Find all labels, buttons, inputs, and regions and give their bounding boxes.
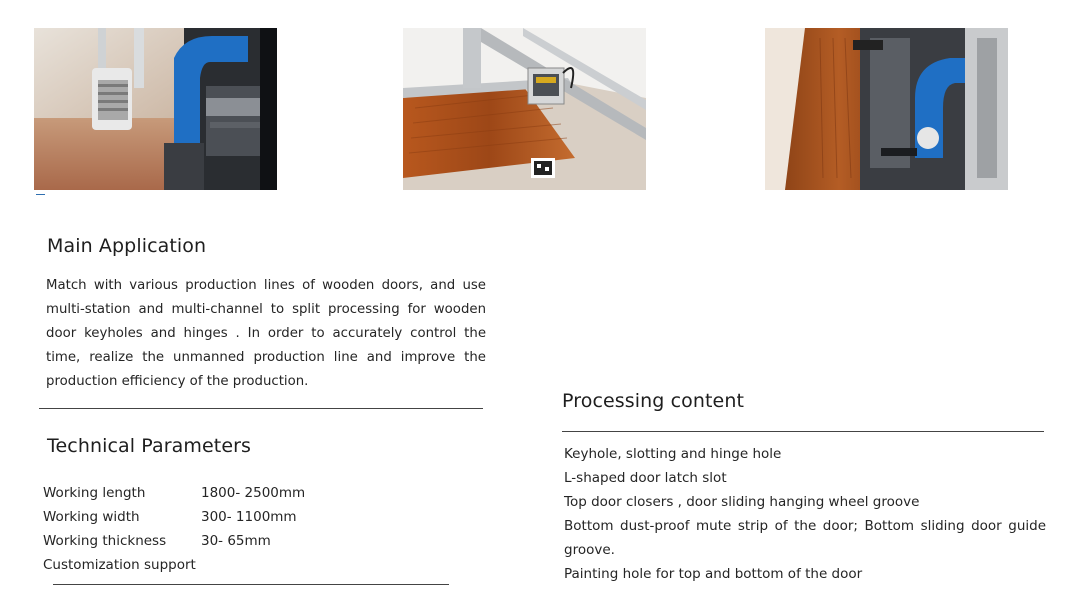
- param-key: Working length: [43, 485, 146, 501]
- section-divider: [53, 584, 449, 585]
- param-key: Customization support: [43, 557, 196, 573]
- param-row: [43, 529, 363, 553]
- technical-parameters-heading: Technical Parameters: [47, 435, 252, 457]
- list-item: Top door closers , door sliding hanging wheel groove: [564, 494, 920, 510]
- param-row: [43, 481, 363, 505]
- section-divider: [39, 408, 483, 409]
- param-key: Working width: [43, 509, 140, 525]
- param-row: [43, 505, 363, 529]
- product-photo-door-edge-head: [765, 28, 1008, 190]
- product-photo-gantry-scanner: [403, 28, 646, 190]
- main-application-body: Match with various production lines of wooden doors, and use multi-station and multi-channel to split processing for wooden door keyholes and hinges . In order to accurately control the time, realize the unmanned production line and improve the production efficiency of the production.: [46, 278, 486, 389]
- product-photo-hinge-spindle: [34, 28, 277, 190]
- processing-content-list: [564, 442, 1046, 586]
- list-item: L-shaped door latch slot: [564, 470, 727, 486]
- section-divider: [562, 431, 1044, 432]
- processing-content-heading: Processing content: [562, 390, 745, 412]
- list-item: Keyhole, slotting and hinge hole: [564, 446, 782, 462]
- photo-caption-marker: [36, 194, 45, 195]
- param-value: 30- 65mm: [201, 533, 271, 549]
- list-item: Bottom dust-proof mute strip of the door; Bottom sliding door guide groove.: [564, 518, 1046, 558]
- param-value: 1800- 2500mm: [201, 485, 306, 501]
- list-item: Painting hole for top and bottom of the door: [564, 566, 863, 582]
- param-row: [43, 553, 363, 577]
- param-value: 300- 1100mm: [201, 509, 297, 525]
- param-key: Working thickness: [43, 533, 167, 549]
- parameters-table: [43, 481, 363, 577]
- main-application-heading: Main Application: [47, 235, 207, 257]
